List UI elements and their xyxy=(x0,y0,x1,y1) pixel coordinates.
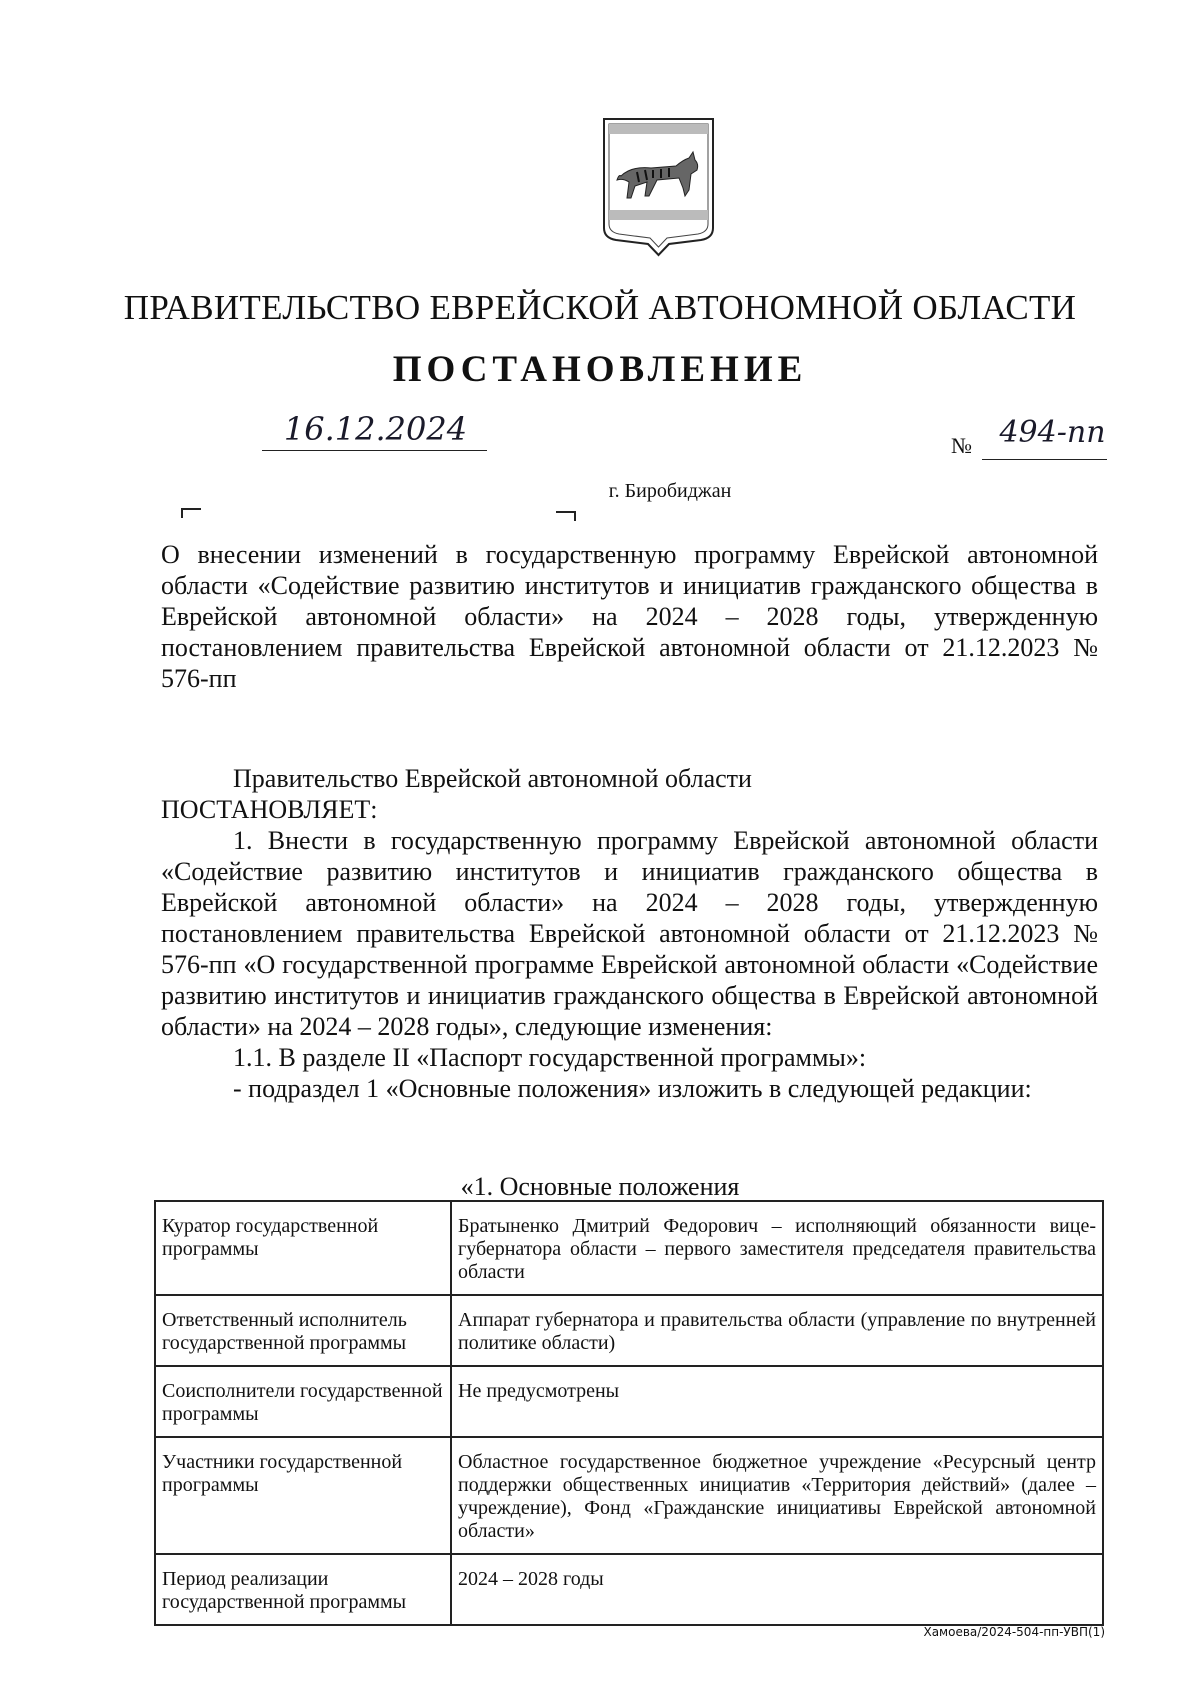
document-type-heading: ПОСТАНОВЛЕНИЕ xyxy=(392,349,808,390)
footer-document-code: Хамоева/2024-504-пп-УВП(1) xyxy=(923,1625,1105,1639)
row-label: Участники государственной программы xyxy=(155,1437,451,1554)
preamble-line: Правительство Еврейской автономной области xyxy=(233,764,752,793)
row-value: 2024 – 2028 годы xyxy=(451,1554,1103,1625)
row-label: Ответственный исполнитель государственной программы xyxy=(155,1295,451,1366)
table-row xyxy=(155,1366,1103,1437)
city-name: г. Биробиджан xyxy=(608,480,732,502)
number-label: № xyxy=(951,433,972,458)
subject-corner-right xyxy=(556,511,576,521)
row-label: Период реализации государственной программы xyxy=(155,1554,451,1625)
row-value: Областное государственное бюджетное учреждение «Ресурсный центр поддержки общественных инициатив «Территория действий» (далее – учреждение), Фонд «Гражданские инициативы Еврейской автономной области» xyxy=(451,1437,1103,1554)
government-title: ПРАВИТЕЛЬСТВО ЕВРЕЙСКОЙ АВТОНОМНОЙ ОБЛАСТИ xyxy=(123,288,1077,327)
table-caption: «1. Основные положения xyxy=(460,1172,740,1201)
document-body xyxy=(161,763,1098,1104)
row-value: Не предусмотрены xyxy=(451,1366,1103,1437)
document-date: 16.12.2024 xyxy=(283,410,468,448)
table-row xyxy=(155,1437,1103,1554)
table-row xyxy=(155,1295,1103,1366)
program-passport-table xyxy=(154,1200,1104,1626)
number-underline xyxy=(982,459,1107,460)
item-1: 1. Внести в государственную программу Еврейской автономной области «Содействие развитию институтов и инициатив гражданского общества в Еврейской автономной области» на 2024 – 2028 годы, утвержденную постановлением правительства Еврейской автономной области от 21.12.2023 № 576-пп «О государственной программе Еврейской автономной области «Содействие развитию институтов и инициатив гражданского общества в Еврейской автономной области» на 2024 – 2028 годы», следующие изменения: xyxy=(161,826,1098,1041)
coat-of-arms-emblem xyxy=(601,116,716,258)
item-1-1-dash: - подраздел 1 «Основные положения» изложить в следующей редакции: xyxy=(233,1074,1032,1103)
row-value: Аппарат губернатора и правительства области (управление по внутренней политике области) xyxy=(451,1295,1103,1366)
subject-corner-left xyxy=(181,508,201,518)
document-subject: О внесении изменений в государственную программу Еврейской автономной области «Содействие развитию институтов и инициатив гражданского общества в Еврейской автономной области» на 2024 – 2028 годы, утвержденную постановлением правительства Еврейской автономной области от 21.12.2023 № 576-пп xyxy=(161,540,1098,693)
row-label: Соисполнители государственной программы xyxy=(155,1366,451,1437)
document-number: 494-пп xyxy=(999,415,1106,450)
date-underline xyxy=(262,450,487,451)
resolves-line: ПОСТАНОВЛЯЕТ: xyxy=(161,795,378,824)
table-row xyxy=(155,1201,1103,1295)
table-row xyxy=(155,1554,1103,1625)
tiger-icon xyxy=(617,152,698,198)
row-value: Братыненко Дмитрий Федорович – исполняющий обязанности вице-губернатора области – первого заместителя председателя правительства области xyxy=(451,1201,1103,1295)
row-label: Куратор государственной программы xyxy=(155,1201,451,1295)
item-1-1: 1.1. В разделе II «Паспорт государственной программы»: xyxy=(233,1043,867,1072)
